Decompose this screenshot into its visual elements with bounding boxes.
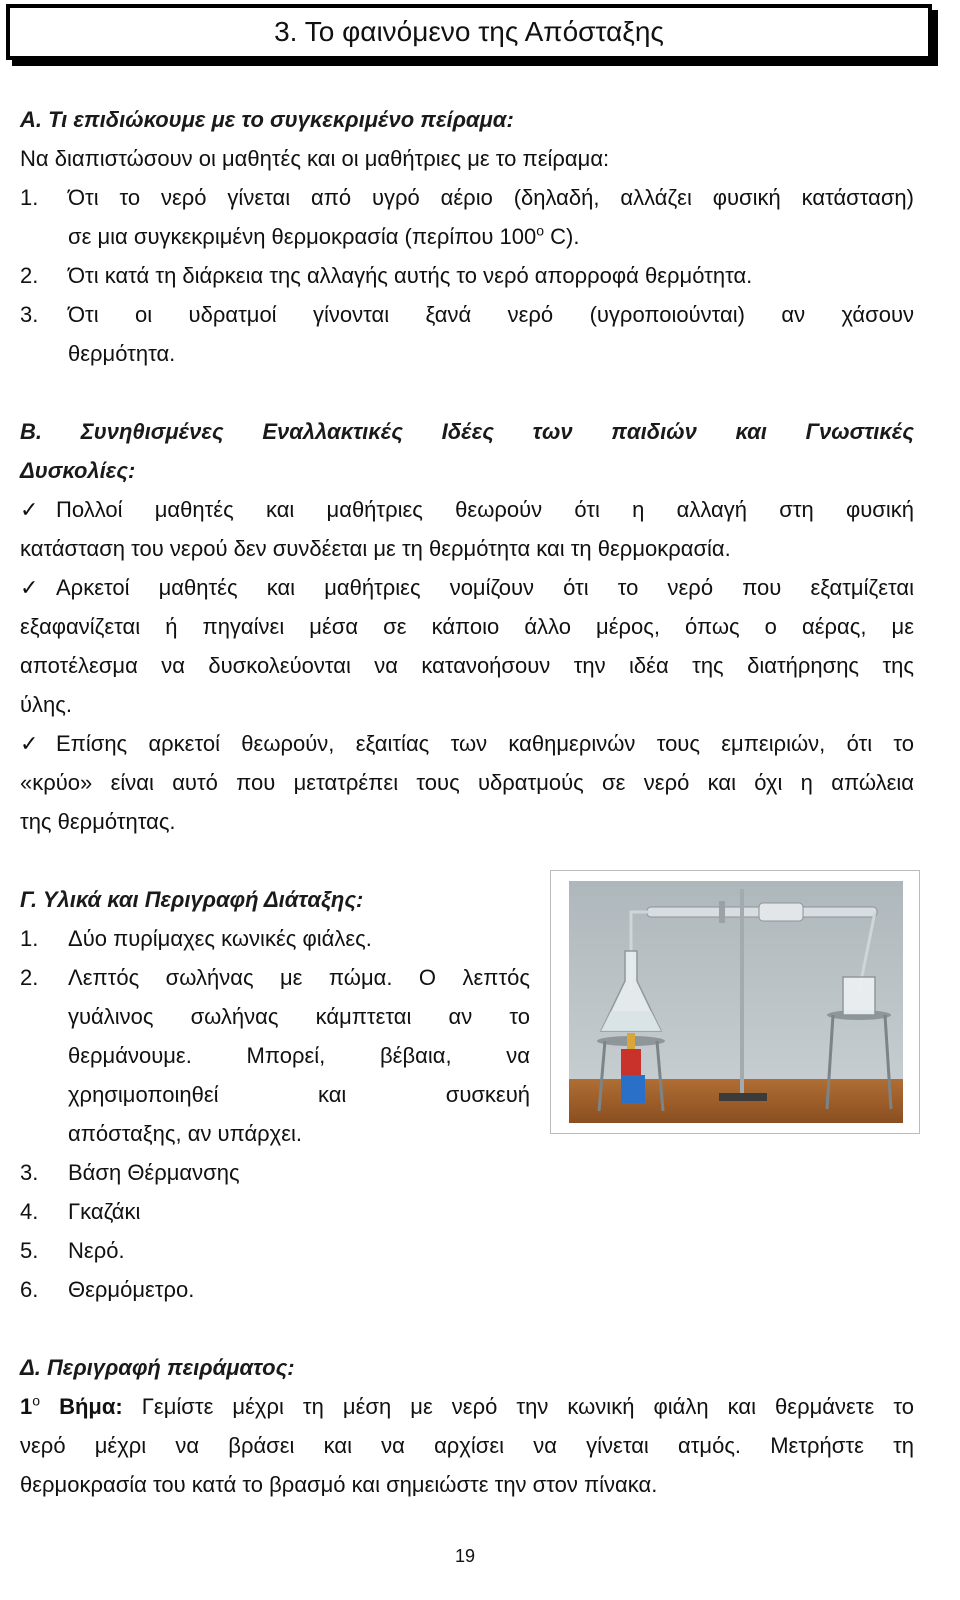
material-item-2-cont: απόσταξης, αν υπάρχει. (68, 1121, 303, 1146)
bullet-2-line-2: εξαφανίζεται ή πηγαίνει μέσα σε κάποιο άλλο μέρος, όπως ο αέρας, με (20, 614, 914, 639)
material-item-1: 1. Δύο πυρίμαχες κωνικές φιάλες. (20, 919, 530, 958)
material-item-2-cont: θερμάνουμε. Μπορεί, βέβαια, να (68, 1043, 530, 1068)
item-text: Ότι κατά τη διάρκεια της αλλαγής αυτής το νερό απορροφά θερμότητα. (68, 263, 753, 288)
material-item-6: 6. Θερμόμετρο. (20, 1270, 530, 1309)
degree-superscript: ο (536, 222, 545, 239)
item-text: Ότι το νερό γίνεται από υγρό αέριο (δηλαδή, αλλάζει φυσική κατάσταση) (68, 185, 914, 210)
bullet-2-line-1: ✓ Αρκετοί μαθητές και μαθήτριες νομίζουν ότι το νερό που εξατμίζεται (20, 568, 914, 607)
section-c-heading: Γ. Υλικά και Περιγραφή Διάταξης: (20, 887, 364, 912)
item-number: 3. (20, 1160, 39, 1185)
section-a-item-1 (20, 178, 914, 217)
item-number: 6. (20, 1277, 39, 1302)
material-item-3: 3. Βάση Θέρμανσης (20, 1153, 530, 1192)
section-b-heading: Β. Συνηθισμένες Εναλλακτικές Ιδέες των παιδιών και Γνωστικές (20, 419, 914, 444)
material-item-2: 2. Λεπτός σωλήνας με πώμα. Ο λεπτός (20, 958, 530, 997)
distillation-apparatus-photo (569, 881, 903, 1123)
bullet-2-line-4: ύλης. (20, 692, 72, 717)
section-a-item-2 (20, 256, 914, 295)
page-number: 19 (454, 1546, 476, 1566)
step-1-line-1: $1^o$ Βήμα: Γεμίστε μέχρι τη μέση με νερό την κωνική φιάλη και θερμάνετε το (20, 1392, 914, 1419)
section-a-item-3 (20, 295, 914, 334)
material-item-4: 4. Γκαζάκι (20, 1192, 530, 1231)
checkmark-icon: ✓ (20, 575, 39, 600)
item-number: 5. (20, 1238, 39, 1263)
material-item-5: 5. Νερό. (20, 1231, 530, 1270)
section-a-heading: Α. Τι επιδιώκουμε με το συγκεκριμένο πείραμα: (20, 107, 514, 132)
section-b-heading-cont: Δυσκολίες: (20, 458, 136, 483)
step-1-line-3: θερμοκρασία του κατά το βρασμό και σημειώστε την στον πίνακα. (20, 1472, 658, 1497)
step-label: Βήμα: (59, 1394, 123, 1419)
section-d-heading: Δ. Περιγραφή πειράματος: (20, 1355, 295, 1380)
page-title: 3. Το φαινόμενο της Απόσταξης (6, 4, 932, 60)
item-text: Ότι οι υδρατμοί γίνονται ξανά νερό (υγροποιούνται) αν χάσουν (68, 302, 914, 327)
bullet-1-line-1: ✓ Πολλοί μαθητές και μαθήτριες θεωρούν ότι η αλλαγή στη φυσική (20, 490, 914, 529)
bullet-2-line-3: αποτέλεσμα να δυσκολεύονται να κατανοήσουν την ιδέα της διατήρησης της (20, 653, 914, 678)
materials-list (20, 880, 530, 1309)
item-text: C). (544, 224, 580, 249)
bullet-3-line-2: «κρύο» είναι αυτό που μετατρέπει τους υδρατμούς σε νερό και όχι η απώλεια (20, 770, 914, 795)
section-a-intro: Να διαπιστώσουν οι μαθητές και οι μαθήτριες με το πείραμα: (20, 146, 610, 171)
material-item-2-cont: χρησιμοποιηθεί και συσκευή (68, 1082, 530, 1107)
checkmark-icon: ✓ (20, 497, 39, 522)
item-number: 3. (20, 302, 39, 327)
item-number: 2. (20, 965, 39, 990)
item-text: σε μια συγκεκριμένη θερμοκρασία (περίπου 100 (68, 224, 537, 249)
ordinal-superscript: ο (32, 1392, 41, 1409)
section-a-item-3-cont: θερμότητα. (68, 341, 176, 366)
materials-section (20, 880, 914, 1309)
section-a-item-1-cont (20, 217, 914, 256)
item-number: 1. (20, 185, 39, 210)
material-item-2-cont: γυάλινος σωλήνας κάμπτεται αν το (68, 1004, 530, 1029)
step-number: 1 (20, 1394, 33, 1419)
bullet-3-line-1: ✓ Επίσης αρκετοί θεωρούν, εξαιτίας των καθημερινών τους εμπειριών, ότι το (20, 724, 914, 763)
checkmark-icon: ✓ (20, 731, 39, 756)
item-number: 4. (20, 1199, 39, 1224)
apparatus-photo-frame (550, 870, 920, 1134)
bullet-1-line-2: κατάσταση του νερού δεν συνδέεται με τη θερμότητα και τη θερμοκρασία. (20, 536, 731, 561)
step-1-line-2: νερό μέχρι να βράσει και να αρχίσει να γίνεται ατμός. Μετρήστε τη (20, 1433, 914, 1458)
item-number: 1. (20, 926, 39, 951)
bullet-3-line-3: της θερμότητας. (20, 809, 176, 834)
item-number: 2. (20, 263, 39, 288)
document-body (20, 100, 914, 1504)
